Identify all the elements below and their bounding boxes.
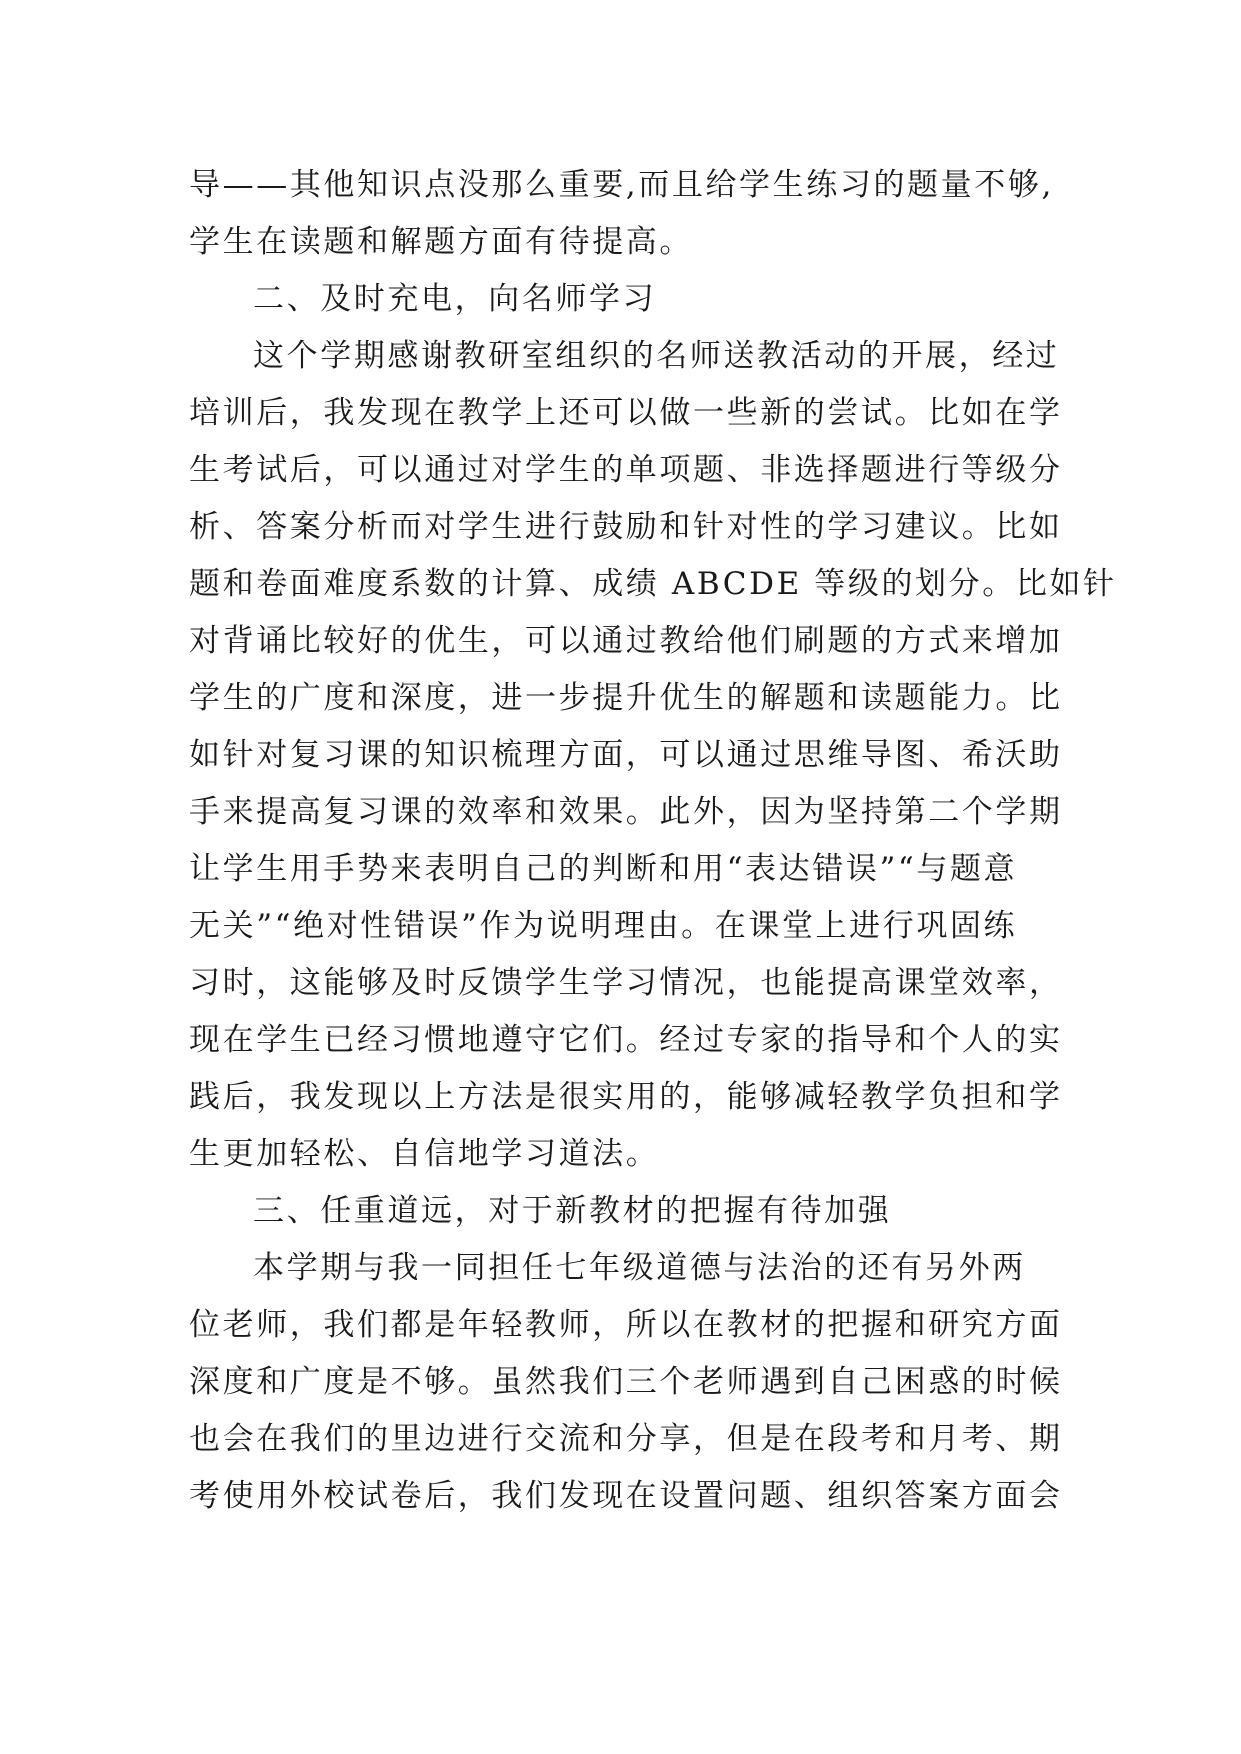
paragraph-line: 践后，我发现以上方法是很实用的，能够减轻教学负担和学 <box>189 1079 1063 1115</box>
paragraph-line: 导——其他知识点没那么重要,而且给学生练习的题量不够, <box>189 167 1054 203</box>
paragraph-line: 培训后，我发现在教学上还可以做一些新的尝试。比如在学 <box>189 395 1063 431</box>
paragraph-line: 析、答案分析而对学生进行鼓励和针对性的学习建议。比如 <box>189 509 1063 545</box>
paragraph-line: 手来提高复习课的效率和效果。此外，因为坚持第二个学期 <box>189 794 1063 830</box>
paragraph-line: 学生在读题和解题方面有待提高。 <box>189 224 693 260</box>
paragraph-line: 无关”“绝对性错误”作为说明理由。在课堂上进行巩固练 <box>189 908 1018 944</box>
paragraph-line: 习时，这能够及时反馈学生学习情况，也能提高课堂效率， <box>189 965 1063 1001</box>
paragraph-line: 本学期与我一同担任七年级道德与法治的还有另外两 <box>253 1250 1026 1286</box>
paragraph-line: 生更加轻松、自信地学习道法。 <box>189 1136 660 1172</box>
paragraph-line: 深度和广度是不够。虽然我们三个老师遇到自己困惑的时候 <box>189 1364 1063 1400</box>
paragraph-line: 生考试后，可以通过对学生的单项题、非选择题进行等级分 <box>189 452 1063 488</box>
paragraph-line: 考使用外校试卷后，我们发现在设置问题、组织答案方面会 <box>189 1478 1063 1514</box>
paragraph-line: 对背诵比较好的优生，可以通过教给他们刷题的方式来增加 <box>189 623 1063 659</box>
paragraph-line: 题和卷面难度系数的计算、成绩 ABCDE 等级的划分。比如针 <box>189 566 1117 602</box>
paragraph-line: 这个学期感谢教研室组织的名师送教活动的开展，经过 <box>253 338 1060 374</box>
paragraph-line: 让学生用手势来表明自己的判断和用“表达错误”“与题意 <box>189 851 1018 887</box>
section-heading: 二、及时充电，向名师学习 <box>253 281 657 317</box>
paragraph-line: 位老师，我们都是年轻教师，所以在教材的把握和研究方面 <box>189 1307 1063 1343</box>
section-heading: 三、任重道远，对于新教材的把握有待加强 <box>253 1193 892 1229</box>
paragraph-line: 也会在我们的里边进行交流和分享，但是在段考和月考、期 <box>189 1421 1063 1457</box>
paragraph-line: 学生的广度和深度，进一步提升优生的解题和读题能力。比 <box>189 680 1063 716</box>
paragraph-line: 现在学生已经习惯地遵守它们。经过专家的指导和个人的实 <box>189 1022 1063 1058</box>
paragraph-line: 如针对复习课的知识梳理方面，可以通过思维导图、希沃助 <box>189 737 1063 773</box>
